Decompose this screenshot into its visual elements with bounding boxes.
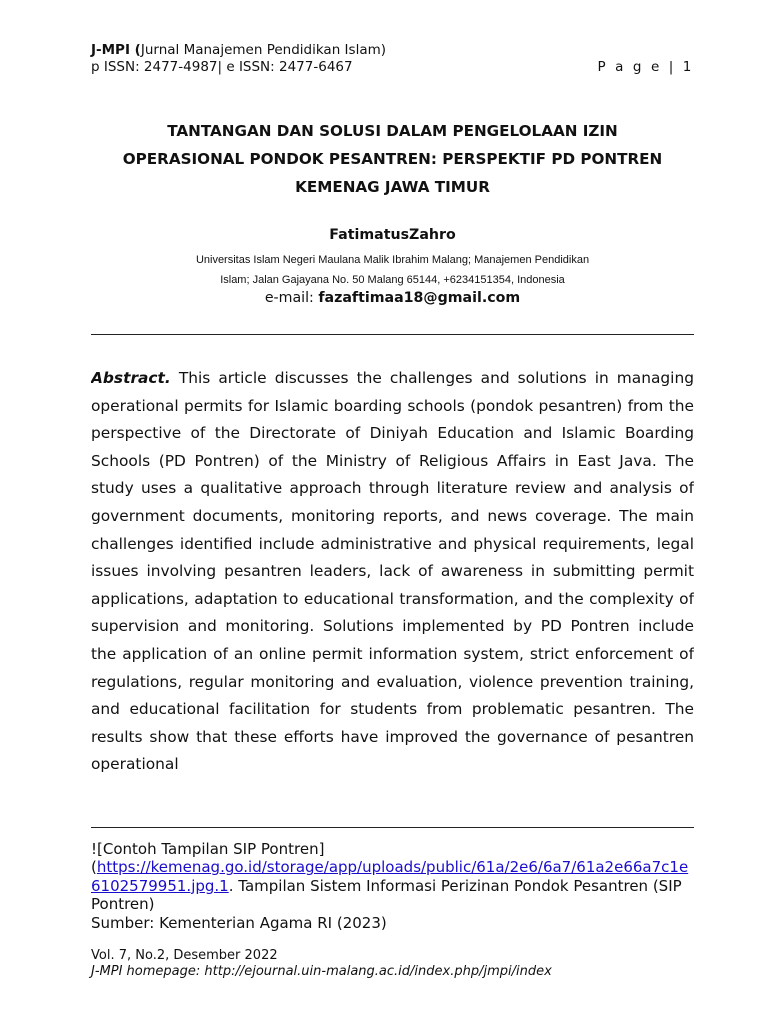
page-number: P a g e | 1	[597, 59, 694, 75]
email-address[interactable]: fazaftimaa18@gmail.com	[318, 290, 521, 306]
journal-homepage: J-MPI homepage: http://ejournal.uin-malang.ac.id/index.php/jmpi/index	[91, 963, 552, 979]
figure-caption	[91, 858, 696, 913]
journal-open-paren: (	[129, 42, 141, 58]
volume-info: Vol. 7, No.2, Desember 2022	[91, 948, 278, 963]
abstract-text: This article discusses the challenges and solutions in managing operational permits for Islamic boarding schools (pondok pesantren) from the perspective of the Directorate of Diniyah Education and Islamic Boarding Schools (PD Pontren) of the Ministry of Religious Affairs in East Java. The study uses a qualitative approach through literature review and analysis of government documents, monitoring reports, and news coverage. The main challenges identified include administrative and physical requirements, legal issues involving pesantren leaders, lack of awareness in submitting permit applications, adaptation to educational transformation, and the complexity of supervision and monitoring. Solutions implemented by PD Pontren include the application of an online permit information system, strict enforcement of regulations, regular monitoring and evaluation, violence prevention training, and educational facilitation for students from problematic pesantren. The results show that these efforts have improved the governance of pesantren operational	[91, 369, 694, 774]
email-label: e-mail:	[264, 290, 319, 306]
divider-line	[91, 334, 694, 335]
author-email	[91, 290, 694, 306]
title-line: KEMENAG JAWA TIMUR	[295, 178, 490, 196]
paren-open: (	[91, 858, 97, 877]
affiliation-line: Universitas Islam Negeri Maulana Malik Ibrahim Malang; Manajemen Pendidikan	[195, 254, 590, 266]
figure-source: Sumber: Kementerian Agama RI (2023)	[91, 913, 387, 932]
page-footer	[91, 948, 708, 979]
issn-text: p ISSN: 2477-4987| e ISSN: 2477-6467	[91, 59, 353, 75]
author-name: FatimatusZahro	[329, 227, 456, 243]
figure-image-link[interactable]: https://kemenag.go.id/storage/app/uploads/public/61a/2e6/6a7/61a2e66a7c1e6102579951.jpg.1	[91, 858, 689, 895]
figure-caption-text: . Tampilan Sistem Informasi Perizinan Pondok Pesantren (SIP Pontren)	[91, 876, 682, 914]
article-title	[91, 117, 694, 201]
journal-abbrev: J-MPI	[91, 42, 130, 58]
affiliation-line: Islam; Jalan Gajayana No. 50 Malang 65144, +6234151354, Indonesia	[220, 274, 565, 286]
abstract-paragraph	[91, 365, 694, 807]
running-header	[91, 42, 694, 76]
author-affiliation	[91, 250, 694, 290]
abstract-label: Abstract.	[91, 369, 171, 387]
figure-note	[91, 840, 696, 932]
figure-alt-text: ![Contoh Tampilan SIP Pontren]	[91, 840, 325, 858]
journal-name	[91, 42, 386, 59]
title-line: OPERASIONAL PONDOK PESANTREN: PERSPEKTIF PD PONTREN	[122, 150, 663, 168]
issn-row	[91, 59, 694, 76]
title-line: TANTANGAN DAN SOLUSI DALAM PENGELOLAAN IZIN	[167, 122, 618, 140]
journal-name-row	[91, 42, 694, 59]
journal-full-name: Jurnal Manajemen Pendidikan Islam)	[140, 42, 387, 58]
footnote-divider	[91, 827, 694, 828]
